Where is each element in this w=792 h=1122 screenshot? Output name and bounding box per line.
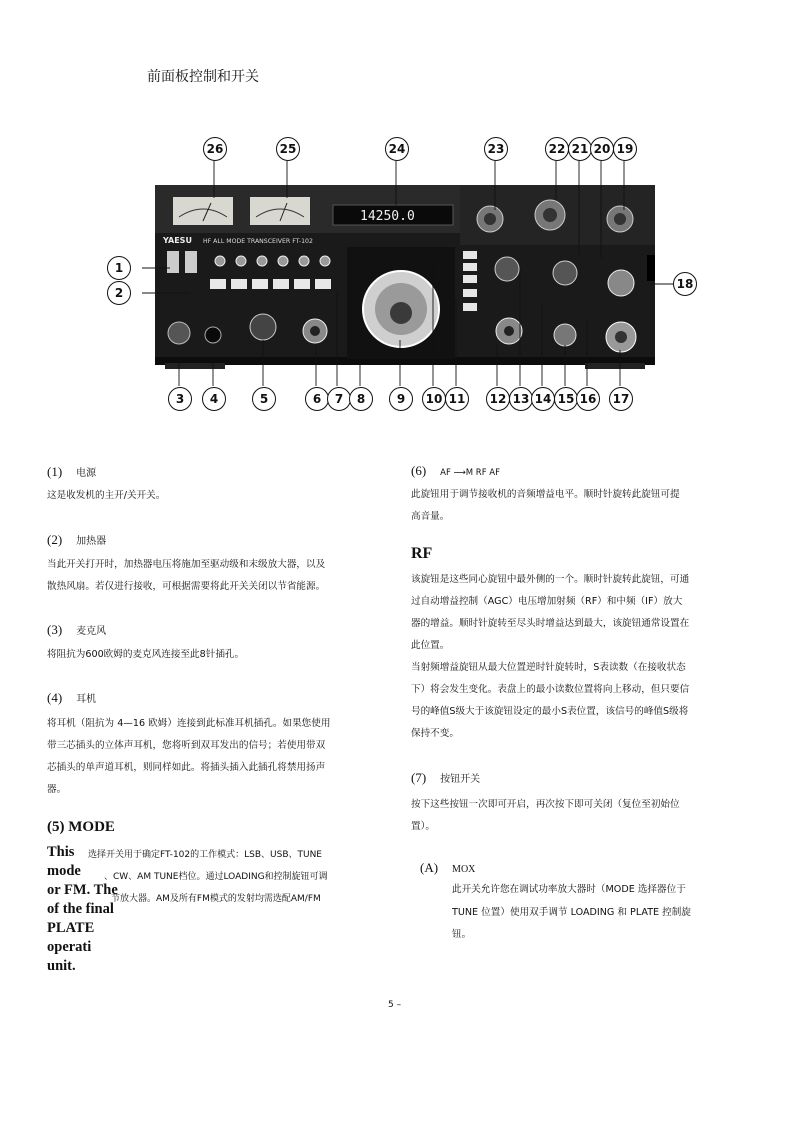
callout-2: 2 <box>107 281 131 305</box>
section-label: AF ⟶M RF AF <box>440 468 500 478</box>
callout-20: 20 <box>590 137 614 161</box>
section-2-line-1: 当此开关打开时，加热器电压将施加至驱动级和末级放大器，以及 <box>47 559 326 570</box>
callout-12: 12 <box>486 387 510 411</box>
section-number: (7) <box>411 770 427 785</box>
callout-1: 1 <box>107 256 131 280</box>
section-a-line-3: 钮。 <box>452 929 472 940</box>
page-title: 前面板控制和开关 <box>147 69 259 85</box>
section-number: (3) <box>47 622 63 637</box>
brand-label: YAESU <box>163 236 192 245</box>
callout-23: 23 <box>484 137 508 161</box>
section-label: 耳机 <box>76 694 97 705</box>
section-label: 加热器 <box>76 536 107 547</box>
section-1-heading <box>47 461 96 480</box>
callout-16: 16 <box>576 387 600 411</box>
section-a-heading <box>420 857 475 876</box>
callout-7: 7 <box>327 387 351 411</box>
section-5-line-2: 、CW、AM TUNE档位。通过LOADING和控制旋钮可调 <box>104 872 328 882</box>
section-7-heading <box>411 767 480 786</box>
section-2-heading <box>47 529 106 548</box>
page-number: 5 – <box>388 1000 402 1010</box>
callout-21: 21 <box>568 137 592 161</box>
section-2-line-2: 散热风扇。若仅进行接收，可根据需要将此开关关闭以节省能源。 <box>47 581 326 592</box>
scan-text-1: This <box>47 844 75 860</box>
section-6-heading <box>411 460 500 479</box>
section-label: 按钮开关 <box>440 774 481 785</box>
callout-4: 4 <box>202 387 226 411</box>
section-label: 麦克风 <box>76 626 107 637</box>
section-5-heading: (5) MODE <box>47 819 115 835</box>
section-number: (6) <box>411 463 427 478</box>
model-label: HF ALL MODE TRANSCEIVER FT-102 <box>203 238 313 245</box>
scan-text-7: unit. <box>47 958 76 974</box>
scan-text-4: of the final <box>47 901 114 917</box>
section-number: (2) <box>47 532 63 547</box>
callout-8: 8 <box>349 387 373 411</box>
callout-14: 14 <box>531 387 555 411</box>
rf-line-3: 器的增益。顺时针旋转至尽头时增益达到最大，该旋钮通常设置在 <box>411 618 690 629</box>
section-4-line-4: 器。 <box>47 784 67 795</box>
callout-5: 5 <box>252 387 276 411</box>
callout-17: 17 <box>609 387 633 411</box>
section-a-line-2: TUNE 位置）使用双手调节 LOADING 和 PLATE 控制旋 <box>452 907 691 918</box>
rf-line-4: 此位置。 <box>411 640 450 651</box>
scan-text-6: operati <box>47 939 92 955</box>
section-4-line-1: 将耳机（阻抗为 4—16 欧姆）连接到此标准耳机插孔。如果您使用 <box>47 718 331 729</box>
section-label: MOX <box>452 864 476 875</box>
section-3-text: 将阻抗为600欧姆的麦克风连接至此8针插孔。 <box>47 649 245 660</box>
section-1-text: 这是收发机的主开/关开关。 <box>47 490 166 501</box>
rf-line-7: 号的峰值S级大于该旋钮设定的最小S表位置，该信号的峰值S级将 <box>411 706 689 717</box>
section-4-line-2: 带三芯插头的立体声耳机，您将听到双耳发出的信号；若使用带双 <box>47 740 326 751</box>
scan-text-3: or FM. The <box>47 882 118 898</box>
section-label: 电源 <box>76 468 97 479</box>
section-number: (A) <box>420 860 439 875</box>
section-3-heading <box>47 619 106 638</box>
scan-text-5: PLATE <box>47 920 95 936</box>
rf-line-8: 保持不变。 <box>411 728 459 739</box>
section-7-line-1: 按下这些按钮一次即可开启，再次按下即可关闭（复位至初始位 <box>411 799 680 810</box>
section-6-line-2: 高音量。 <box>411 511 450 522</box>
rf-line-1: 该旋钮是这些同心旋钮中最外侧的一个。顺时针旋转此旋钮，可通 <box>411 574 690 585</box>
callout-leaders <box>0 0 792 420</box>
section-number: (4) <box>47 690 63 705</box>
callout-15: 15 <box>554 387 578 411</box>
callout-22: 22 <box>545 137 569 161</box>
rf-line-2: 过自动增益控制（AGC）电压增加射频（RF）和中频（IF）放大 <box>411 596 683 607</box>
section-4-line-3: 芯插头的单声道耳机，则同样如此。将插头插入此插孔将禁用扬声 <box>47 762 326 773</box>
section-a-line-1: 此开关允许您在调试功率放大器时（MODE 选择器位于 <box>452 884 686 895</box>
section-7-line-2: 置）。 <box>411 821 435 832</box>
callout-25: 25 <box>276 137 300 161</box>
callout-26: 26 <box>203 137 227 161</box>
callout-24: 24 <box>385 137 409 161</box>
callout-9: 9 <box>389 387 413 411</box>
callout-11: 11 <box>445 387 469 411</box>
scan-text-2: mode <box>47 863 81 879</box>
section-6-line-1: 此旋钮用于调节接收机的音频增益电平。顺时针旋转此旋钮可提 <box>411 489 680 500</box>
rf-line-6: 下）将会发生变化。表盘上的最小读数位置将向上移动，但只要信 <box>411 684 690 695</box>
section-5-line-3: 节放大器。AM及所有FM模式的发射均需选配AM/FM <box>111 894 321 904</box>
section-number: (1) <box>47 464 63 479</box>
callout-18: 18 <box>673 272 697 296</box>
rf-line-5: 当射频增益旋钮从最大位置逆时针旋转时，S表读数（在接收状态 <box>411 662 686 673</box>
callout-10: 10 <box>422 387 446 411</box>
callout-3: 3 <box>168 387 192 411</box>
callout-19: 19 <box>613 137 637 161</box>
frequency-display: 14250.0 <box>360 209 415 224</box>
callout-13: 13 <box>509 387 533 411</box>
rf-heading: RF <box>411 545 433 562</box>
section-5-line-1: 选择开关用于确定FT-102的工作模式：LSB、USB、TUNE <box>88 850 322 860</box>
section-4-heading <box>47 687 96 706</box>
callout-6: 6 <box>305 387 329 411</box>
